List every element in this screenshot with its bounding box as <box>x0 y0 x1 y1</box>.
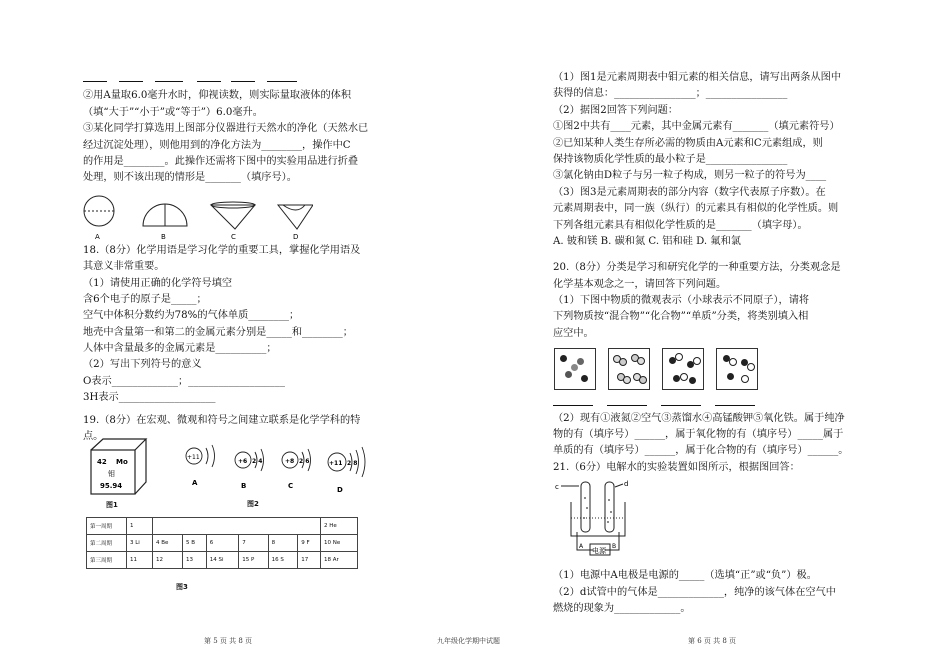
table-cell: 5 B <box>182 535 206 552</box>
page-number-left: 第 5 页 共 8 页 <box>204 637 253 645</box>
table-cell: 18 Ar <box>320 552 357 569</box>
atom-dot <box>581 375 588 382</box>
element-symbol: Mo <box>116 458 128 466</box>
q18-line: （2）写出下列符号的意义 <box>83 359 202 371</box>
power-source-label: 电源 <box>592 547 606 556</box>
molecule-box <box>662 348 704 390</box>
table-cell: 15 P <box>239 552 268 569</box>
atom-dot <box>560 355 567 362</box>
table-cell: 第一周期 <box>87 518 127 535</box>
q18-line: 空气中体积分数约为78%的气体单质________； <box>83 310 300 322</box>
table-cell: 16 S <box>268 552 298 569</box>
q17-line: 的作用是________。此操作还需将下图中的实验用品进行折叠 <box>83 155 359 167</box>
table-cell: 第二周期 <box>87 535 127 552</box>
table-cell: 2 He <box>320 518 357 535</box>
left-column <box>83 70 423 445</box>
q17-line: ②用A量取6.0毫升水时，仰视读数，则实际量取液体的体积 <box>83 90 352 102</box>
q17-line: ③某化同学打算选用上图部分仪器进行天然水的净化（天然水已 <box>83 123 369 135</box>
atom-dot <box>741 375 749 383</box>
q19-part-line: （3）图3是元素周期表的部分内容（数字代表原子序数）。在 <box>553 186 826 198</box>
q20-2-line: 单质的有（填序号）______，属于化合物的有（填序号）______。 <box>553 445 849 457</box>
q18-line: O表示_____________；___________________ <box>83 375 285 387</box>
atom-nucleus: +11 <box>329 460 343 467</box>
atom-dot <box>693 357 701 365</box>
q19-part-line: （2）据图2回答下列问题： <box>553 104 679 116</box>
table-cell <box>206 518 238 535</box>
q18-line: 其意义非常重要。 <box>83 261 165 273</box>
element-card-figure <box>88 436 150 498</box>
atom-dot <box>675 353 683 361</box>
atom-dot <box>571 364 578 371</box>
q17-line: （填“大于”“小于”或“等于”）6.0毫升。 <box>83 106 263 118</box>
q19-part-line: 保持该物质化学性质的最小粒子是________________ <box>553 153 788 165</box>
molecule-boxes <box>554 348 873 390</box>
atom-dot <box>680 373 688 381</box>
table-cell: 17 <box>298 552 321 569</box>
molecule-box <box>554 348 596 390</box>
atom-dot <box>689 377 696 384</box>
figure-caption: 图3 <box>176 583 188 591</box>
q19-options-line: A. 铍和镁 B. 碳和氮 C. 铝和硅 D. 氟和氯 <box>553 235 741 247</box>
figure-caption: 图2 <box>247 500 259 508</box>
q20-line: （1）下图中物质的微观表示（小球表示不同原子），请将 <box>553 295 810 307</box>
q19-line: 点。 <box>83 431 104 443</box>
answer-blanks-row <box>553 394 873 410</box>
q18-line: 含6个电子的原子是_____； <box>83 293 207 305</box>
table-row <box>87 552 358 569</box>
table-cell: 1 <box>127 518 153 535</box>
exam-title-footer: 九年级化学期中试题 <box>437 637 500 645</box>
tube-label-d: d <box>624 480 629 489</box>
atom-dot <box>637 357 645 365</box>
table-cell <box>298 518 321 535</box>
table-cell: 4 Be <box>153 535 183 552</box>
atom-dot <box>729 358 737 366</box>
table-cell <box>153 518 183 535</box>
atom-dot <box>623 376 631 384</box>
atom-electrons: 2 6 <box>299 458 310 465</box>
q20-line: 下列物质按“混合物”“化合物”“单质”分类，将类别填入相 <box>553 311 809 323</box>
q20-2-line: 物的有（填序号）______，属于氧化物的有（填序号）_____属于 <box>553 429 844 441</box>
molecule-box <box>716 348 758 390</box>
filter-label: C <box>231 232 236 241</box>
right-column <box>553 70 873 617</box>
atom-dot <box>747 363 755 371</box>
q19-part-line: （1）图1是元素周期表中钼元素的相关信息，请写出两条从图中 <box>553 72 842 83</box>
table-row <box>87 535 358 552</box>
table-cell: 6 <box>206 535 238 552</box>
table-cell <box>182 518 206 535</box>
atom-dot <box>727 373 734 380</box>
q18-line: （1）请使用正确的化学符号填空 <box>83 277 233 289</box>
q19-line: 19.（8分）在宏观、微观和符号之间建立联系是化学学科的特 <box>83 414 361 426</box>
atom-structure-figure <box>182 440 372 496</box>
atom-dot <box>577 358 584 365</box>
atom-label: D <box>337 486 343 494</box>
atom-dot <box>565 371 572 378</box>
table-cell: 3 Li <box>127 535 153 552</box>
q19-part-line: ③氯化钠由D粒子与另一粒子构成，则另一粒子的符号为____ <box>553 170 827 182</box>
molecule-box <box>608 348 650 390</box>
answer-blanks-row <box>83 70 423 86</box>
table-cell: 9 F <box>298 535 321 552</box>
element-name: 钼 <box>108 470 115 478</box>
table-cell: 10 Ne <box>320 535 357 552</box>
filter-paper-figure <box>83 191 313 241</box>
atom-nucleus: +8 <box>285 458 295 465</box>
q21-part-line: （1）电源中A电极是电源的_____（选填“正”或“负”）极。 <box>553 570 817 582</box>
q19-part-line: ②已知某种人类生存所必需的物质由A元素和C元素组成，则 <box>553 137 823 149</box>
table-cell: 14 Si <box>206 552 238 569</box>
page-number-right: 第 6 页 共 8 页 <box>688 637 737 645</box>
q18-line: 3H表示___________________ <box>83 392 216 404</box>
q20-line: 20.（8分）分类是学习和研究化学的一种重要方法，分类观念是 <box>553 262 841 274</box>
q19-part-line: 元素周期表中，同一族（纵行）的元素具有相似的化学性质。则 <box>553 203 839 215</box>
electrode-label-b: B <box>612 543 617 551</box>
electrode-label-a: A <box>579 543 584 551</box>
table-cell: 8 <box>268 535 298 552</box>
table-cell <box>239 518 268 535</box>
q18-line: 地壳中含量第一和第二的金属元素分别是_____和________； <box>83 326 353 338</box>
filter-label: B <box>161 232 166 241</box>
atom-dot <box>619 358 627 366</box>
q21-line: 21.（6分）电解水的实验装置如图所示，根据图回答： <box>553 461 800 473</box>
electrolysis-apparatus <box>553 478 643 566</box>
periodic-table <box>86 517 358 569</box>
table-cell: 13 <box>182 552 206 569</box>
table-row <box>87 518 358 535</box>
q21-part-line: 燃烧的现象为_____________。 <box>553 602 691 614</box>
atom-nucleus: +11 <box>187 454 200 461</box>
q20-2-line: （2）现有①液氮②空气③蒸馏水④高锰酸钾⑤氧化铁。属于纯净 <box>553 412 845 424</box>
q20-line: 应空中。 <box>553 327 594 339</box>
atom-label: C <box>288 482 294 490</box>
table-cell: 第三周期 <box>87 552 127 569</box>
atom-electrons: 2 8 <box>347 460 358 467</box>
atomic-mass: 95.94 <box>100 482 123 490</box>
figure-caption: 图1 <box>106 501 118 509</box>
atom-electrons: 2 4 <box>252 458 263 465</box>
atomic-number: 42 <box>97 458 107 466</box>
atom-dot <box>673 375 680 382</box>
filter-label: D <box>293 232 299 241</box>
table-cell: 7 <box>239 535 268 552</box>
q19-part-line: 获得的信息：________________；________________ <box>553 88 788 100</box>
atom-nucleus: +6 <box>238 458 248 465</box>
atom-label: B <box>241 482 247 490</box>
table-cell <box>268 518 298 535</box>
q21-part-line: （2）d试管中的气体是_____________，纯净的该气体在空气中 <box>553 586 836 598</box>
filter-label: A <box>95 232 100 241</box>
q19-part-line: ①图2中共有____元素，其中金属元素有_______（填元素符号） <box>553 121 840 133</box>
atom-label: A <box>192 479 198 487</box>
table-cell: 11 <box>127 552 153 569</box>
atom-dot <box>639 376 647 384</box>
q18-line: 人体中含量最多的金属元素是__________； <box>83 343 277 355</box>
q19-part-line: 下列各组元素具有相似化学性质的是_______（填字母）。 <box>553 219 808 231</box>
q20-line: 化学基本观念之一，请回答下列问题。 <box>553 278 727 290</box>
q17-line: 经过沉淀处理），则他用到的净化方法为________，操作中C <box>83 139 351 151</box>
table-cell: 12 <box>153 552 183 569</box>
q17-line: 处理，则不该出现的情形是_______（填序号）。 <box>83 172 297 184</box>
tube-label-c: c <box>555 483 559 492</box>
q18-line: 18.（8分）化学用语是学习化学的重要工具，掌握化学用语及 <box>83 244 361 256</box>
